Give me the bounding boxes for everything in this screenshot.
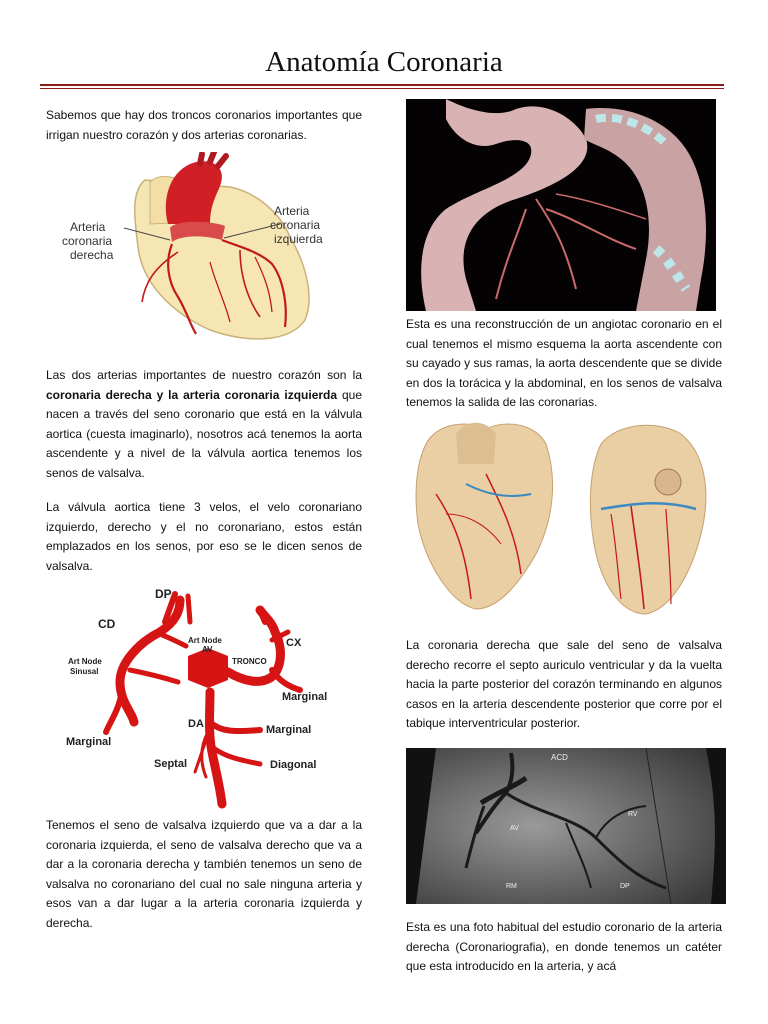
angio-label-dp: DP: [620, 883, 630, 890]
title-rule-thin: [40, 88, 724, 89]
paragraph-angiography: Esta es una foto habitual del estudio coronario de la arteria derecha (Coronariografia), en donde tenemos un catéter que esta introducido en la arteria, y acá: [406, 920, 722, 973]
angiotac-image: [406, 99, 716, 311]
label-right-coronary-1: Arteria: [70, 220, 106, 234]
label-art-node-av-2: AV: [202, 645, 213, 654]
angio-label-rv: RV: [628, 811, 638, 818]
angio-label-acd: ACD: [551, 753, 568, 762]
label-septal: Septal: [154, 758, 188, 770]
label-cd: CD: [98, 617, 116, 631]
label-art-node-sinusal-1: Art Node: [68, 657, 102, 666]
label-left-coronary-2: coronaria: [270, 218, 321, 232]
angio-label-av: AV: [510, 825, 519, 832]
paragraph-sinuses: Tenemos el seno de valsalva izquierdo que va a dar a la coronaria izquierda, el seno de valsalva derecho que va a dar a la coronaria derecha y también tenemos un seno de valsalva no coronariano del cual no sale ninguna arteria y esos van a dar lugar a la arteria coronaria izquierda y derecha.: [46, 818, 362, 930]
label-art-node-av-1: Art Node: [188, 636, 222, 645]
label-left-coronary-3: izquierda: [274, 232, 323, 246]
label-right-coronary-2: coronaria: [62, 234, 113, 248]
angiography-image: [406, 748, 726, 904]
label-dp: DP: [155, 587, 172, 601]
paragraph-valve: La válvula aortica tiene 3 velos, el velo coronariano izquierdo, derecho y el no coronariano, estos están emplazados en los senos, por eso se le dicen senos de valsalva.: [46, 500, 362, 573]
paragraph-arteries: Las dos arterias importantes de nuestro corazón son la coronaria derecha y la arteria coronaria izquierda que nacen a través del seno coronario que está en la válvula aortica (cuesta imaginarlo), nosotros acá tenemos la aorta ascendente y a nivel de la válvula aortica tenemos los senos de valsalva.: [46, 368, 363, 480]
heart-views-illustration: [406, 414, 716, 624]
label-tronco: TRONCO: [232, 657, 267, 666]
paragraph-angiotac: Esta es una reconstrucción de un angiotac coronario en el cual tenemos el mismo esquema la aorta ascendente con su cayado y sus ramas, la aorta descendente que se divide en dos la torácica y la abdominal, en los senos de valsalva tenemos la salida de las coronarias.: [406, 317, 722, 409]
label-marginal-left: Marginal: [66, 736, 112, 748]
label-art-node-sinusal-2: Sinusal: [70, 667, 99, 676]
page-title: Anatomía Coronaria: [265, 46, 503, 78]
heart-illustration: [50, 152, 350, 350]
label-marginal-right: Marginal: [282, 691, 328, 703]
coronary-schematic: [60, 582, 360, 810]
intro-paragraph: Sabemos que hay dos troncos coronarios importantes que irrigan nuestro corazón y dos arterias coronarias.: [46, 108, 362, 142]
label-cx: CX: [286, 637, 302, 649]
label-left-coronary-1: Arteria: [274, 204, 310, 218]
angio-label-rm: RM: [506, 883, 517, 890]
label-diagonal: Diagonal: [270, 759, 317, 771]
paragraph-right-coronary: La coronaria derecha que sale del seno de valsalva derecho recorre el septo auriculo ventricular y da la vuelta hacia la parte posterior del corazón terminando en algunos casos en la arteria descendente posterior que corre por el tabique interventricular posterior.: [406, 638, 722, 730]
label-right-coronary-3: derecha: [70, 248, 114, 262]
label-marginal-mid: Marginal: [266, 724, 312, 736]
title-rule: [40, 84, 724, 86]
label-da: DA: [188, 718, 204, 730]
